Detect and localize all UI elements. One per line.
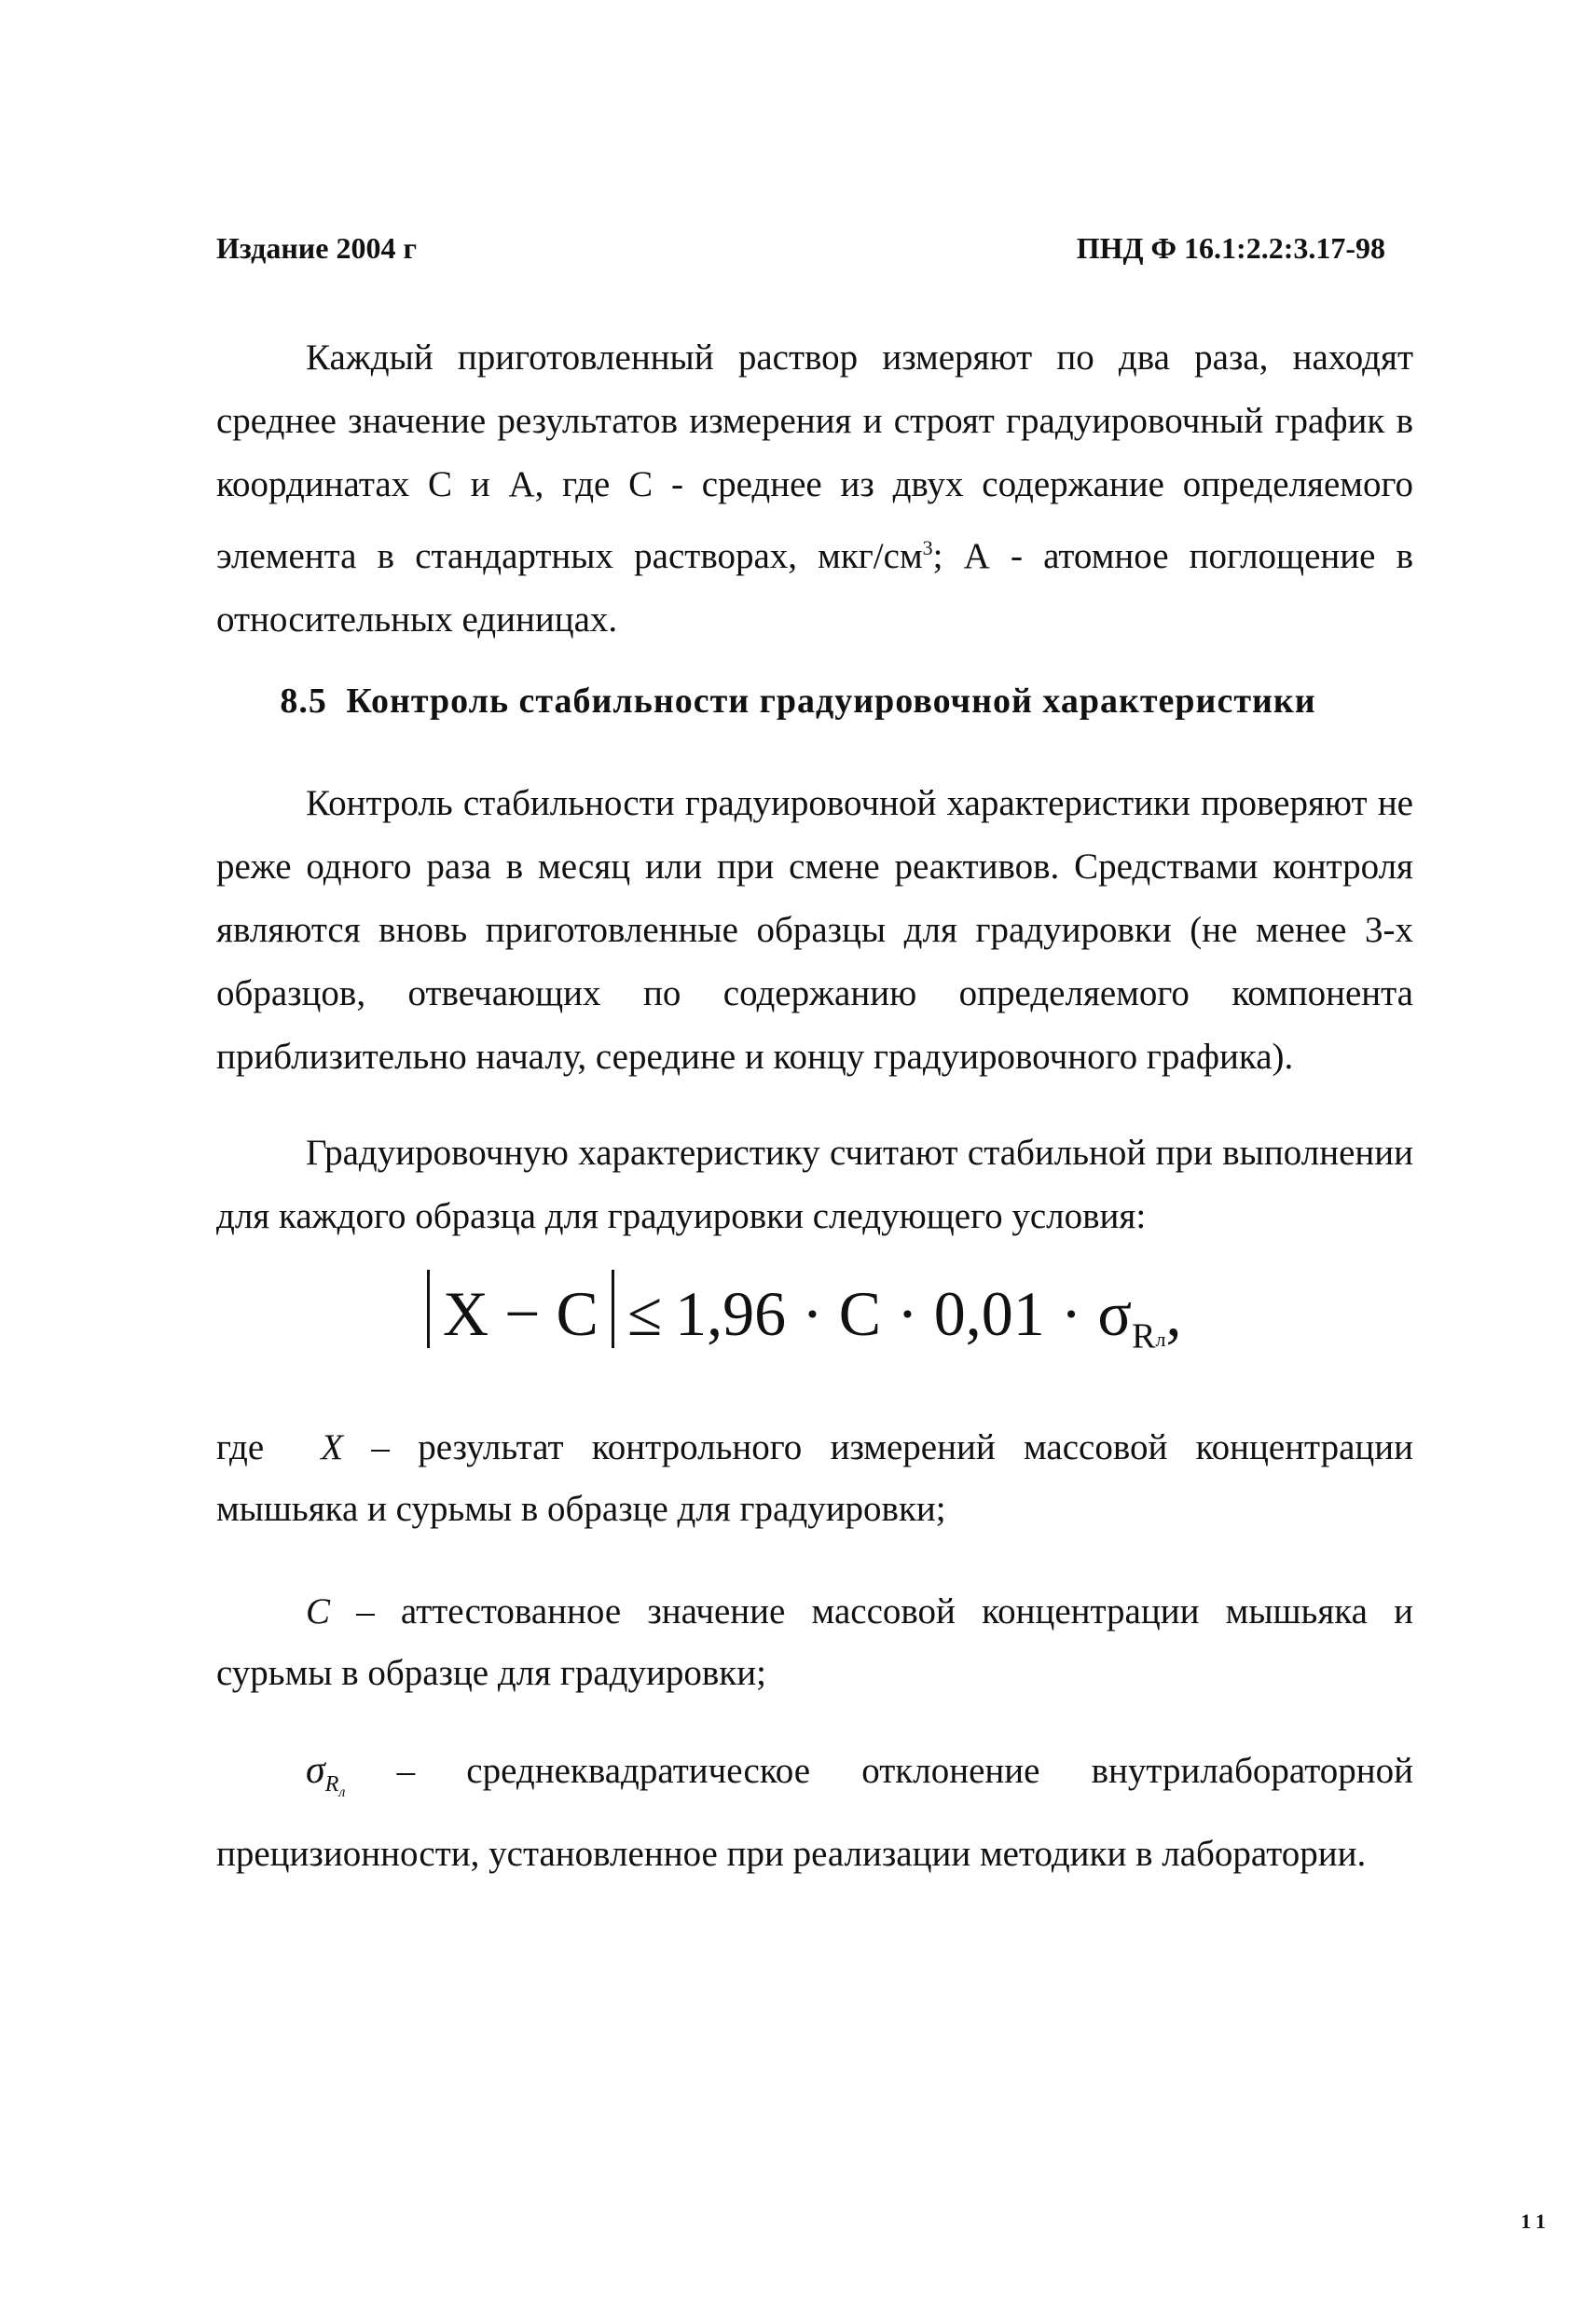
document-code-header: ПНД Ф 16.1:2.2:3.17-98 <box>1076 231 1385 265</box>
intro-text-part1: Каждый приготовленный раствор измеряют по два раза, находят среднее значение результатов измерения и строят градуировочный график в координатах С и А, где С - среднее из двух содержание определяемого элемента в стандартных растворах, мкг/см <box>216 337 1413 576</box>
page-number: 11 <box>1520 2210 1551 2233</box>
where-label: где <box>216 1427 265 1467</box>
definition-x <box>216 1417 1413 1540</box>
c-definition-text: – аттестованное значение массовой концентрации мышьяка и сурьмы в образце для градуировки; <box>216 1591 1414 1693</box>
sigma-sub-r: R <box>324 1772 339 1797</box>
intro-superscript: 3 <box>922 536 933 559</box>
section-title: Контроль стабильности градуировочной характеристики <box>346 682 1316 721</box>
edition-header: Издание 2004 г <box>216 231 417 265</box>
formula-trailing: , <box>1165 1278 1182 1349</box>
stability-condition-paragraph: Градуировочную характеристику считают стабильной при выполнении для каждого образца для градуировки следующего условия: <box>216 1133 1413 1236</box>
formula-sigma-subscript: R <box>1132 1316 1156 1356</box>
section-heading <box>0 681 1596 722</box>
intro-paragraph <box>216 326 1413 652</box>
definition-sigma <box>216 1740 1413 1885</box>
formula-lhs: X − C <box>443 1278 598 1349</box>
formula-rhs <box>675 1277 1181 1356</box>
stability-formula <box>427 1257 1181 1359</box>
formula-rhs-text: 1,96 · C · 0,01 · σ <box>675 1278 1133 1349</box>
stability-control-paragraph: Контроль стабильности градуировочной характеристики проверяют не реже одного раза в месяц или при смене реактивов. Средствами контроля являются вновь приготовленные образцы для градуировки (не менее 3-х образцов, отвечающих по содержанию определяемого компонента приблизительно началу, середине и концу градуировочного графика). <box>216 783 1413 1077</box>
section-number: 8.5 <box>280 682 327 721</box>
sigma-sub-l: л <box>338 1784 346 1801</box>
abs-bar-right <box>612 1270 614 1348</box>
definition-c <box>216 1581 1413 1704</box>
x-symbol: X <box>321 1427 344 1467</box>
sigma-symbol <box>306 1749 346 1801</box>
formula-relation: ≤ <box>626 1278 663 1349</box>
intro-text-part2: ; А - атомное поглощение в относительных единицах. <box>216 536 1413 640</box>
sigma-definition-text: – среднеквадратическое отклонение внутрилабораторной прецизионности, установленное при реализации методики в лаборатории. <box>216 1751 1414 1875</box>
sigma-letter: σ <box>306 1749 325 1792</box>
x-definition-text: – результат контрольного измерений массовой концентрации мышьяка и сурьмы в образце для градуировки; <box>216 1427 1414 1529</box>
abs-bar-left <box>427 1270 430 1348</box>
c-symbol: C <box>306 1591 331 1631</box>
formula-sigma-subsubscript: л <box>1155 1328 1166 1352</box>
